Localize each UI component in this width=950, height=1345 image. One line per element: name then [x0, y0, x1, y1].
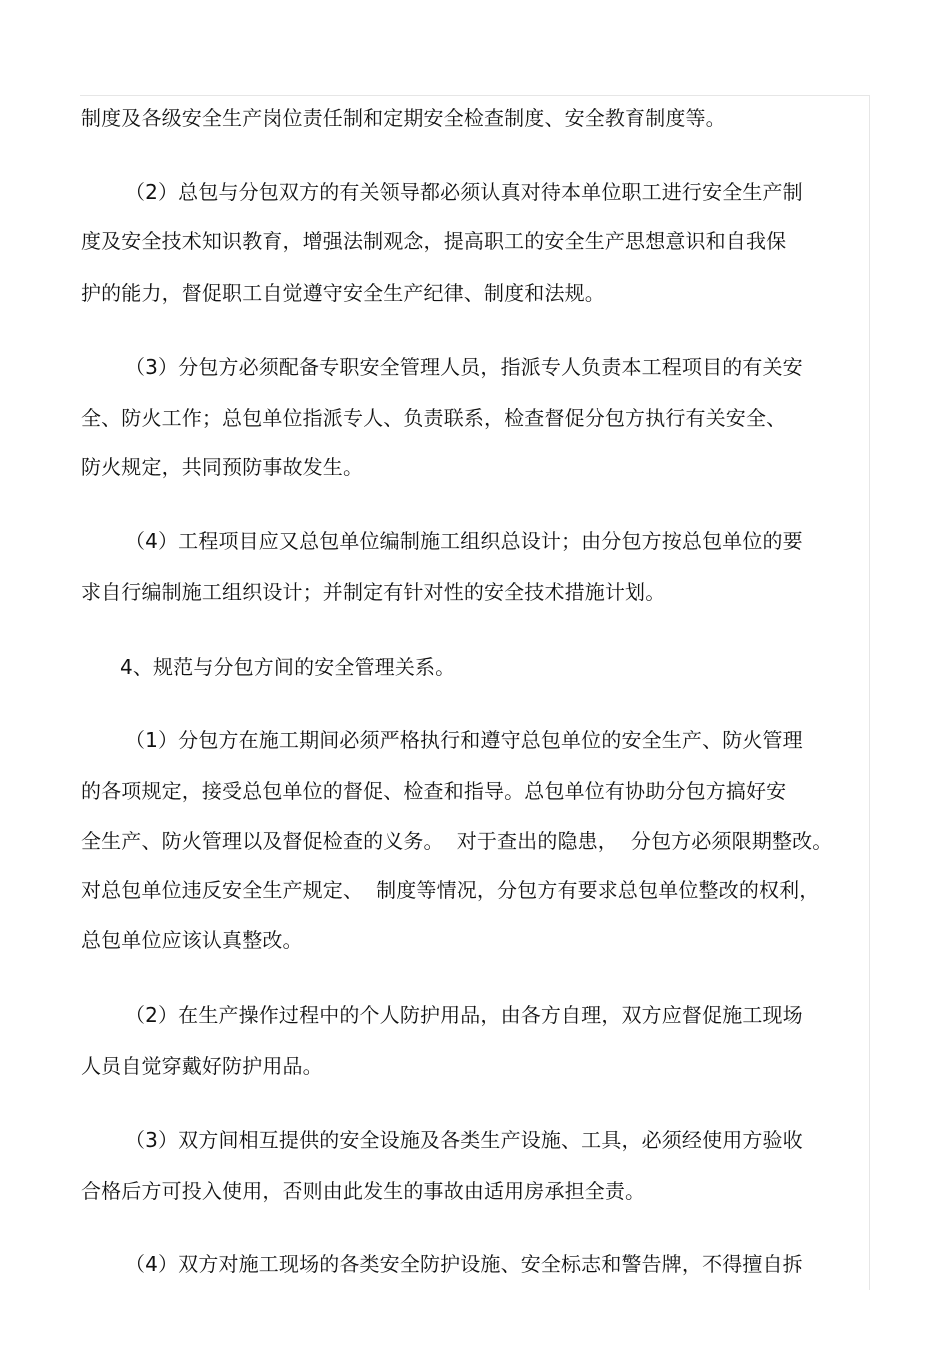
- text-line: 度及安全技术知识教育，增强法制观念，提高职工的安全生产思想意识和自我保: [81, 229, 787, 253]
- text-line: 全、防火工作；总包单位指派专人、负责联系，检查督促分包方执行有关安全、: [81, 406, 787, 430]
- text-line: 人员自觉穿戴好防护用品。: [81, 1054, 323, 1078]
- text-line: 全生产、防火管理以及督促检查的义务。 对于查出的隐患， 分包方必须限期整改。: [81, 829, 833, 853]
- text-line: （4）工程项目应又总包单位编制施工组织总设计；由分包方按总包单位的要: [125, 529, 803, 553]
- text-line: 合格后方可投入使用，否则由此发生的事故由适用房承担全责。: [81, 1179, 646, 1203]
- text-line: 护的能力，督促职工自觉遵守安全生产纪律、制度和法规。: [81, 281, 605, 305]
- page-frame-top-rule: [80, 95, 869, 96]
- text-line: （3）双方间相互提供的安全设施及各类生产设施、工具，必须经使用方验收: [125, 1128, 803, 1152]
- text-line: （1）分包方在施工期间必须严格执行和遵守总包单位的安全生产、防火管理: [125, 728, 803, 752]
- text-line: 防火规定，共同预防事故发生。: [81, 455, 364, 479]
- text-line: （3）分包方必须配备专职安全管理人员，指派专人负责本工程项目的有关安: [125, 355, 803, 379]
- text-line: （2）总包与分包双方的有关领导都必须认真对待本单位职工进行安全生产制: [125, 180, 803, 204]
- text-line: 的各项规定，接受总包单位的督促、检查和指导。总包单位有协助分包方搞好安: [81, 779, 787, 803]
- section-heading: 4、规范与分包方间的安全管理关系。: [120, 655, 456, 679]
- text-line: 对总包单位违反安全生产规定、 制度等情况，分包方有要求总包单位整改的权利，: [81, 878, 820, 902]
- text-line: （2）在生产操作过程中的个人防护用品，由各方自理，双方应督促施工现场: [125, 1003, 803, 1027]
- text-line: 求自行编制施工组织设计；并制定有针对性的安全技术措施计划。: [81, 580, 666, 604]
- page-frame-right-rule: [869, 95, 870, 1290]
- text-line: （4）双方对施工现场的各类安全防护设施、安全标志和警告牌，不得擅自拆: [125, 1252, 803, 1276]
- text-line: 制度及各级安全生产岗位责任制和定期安全检查制度、安全教育制度等。: [81, 106, 726, 130]
- text-line: 总包单位应该认真整改。: [81, 928, 303, 952]
